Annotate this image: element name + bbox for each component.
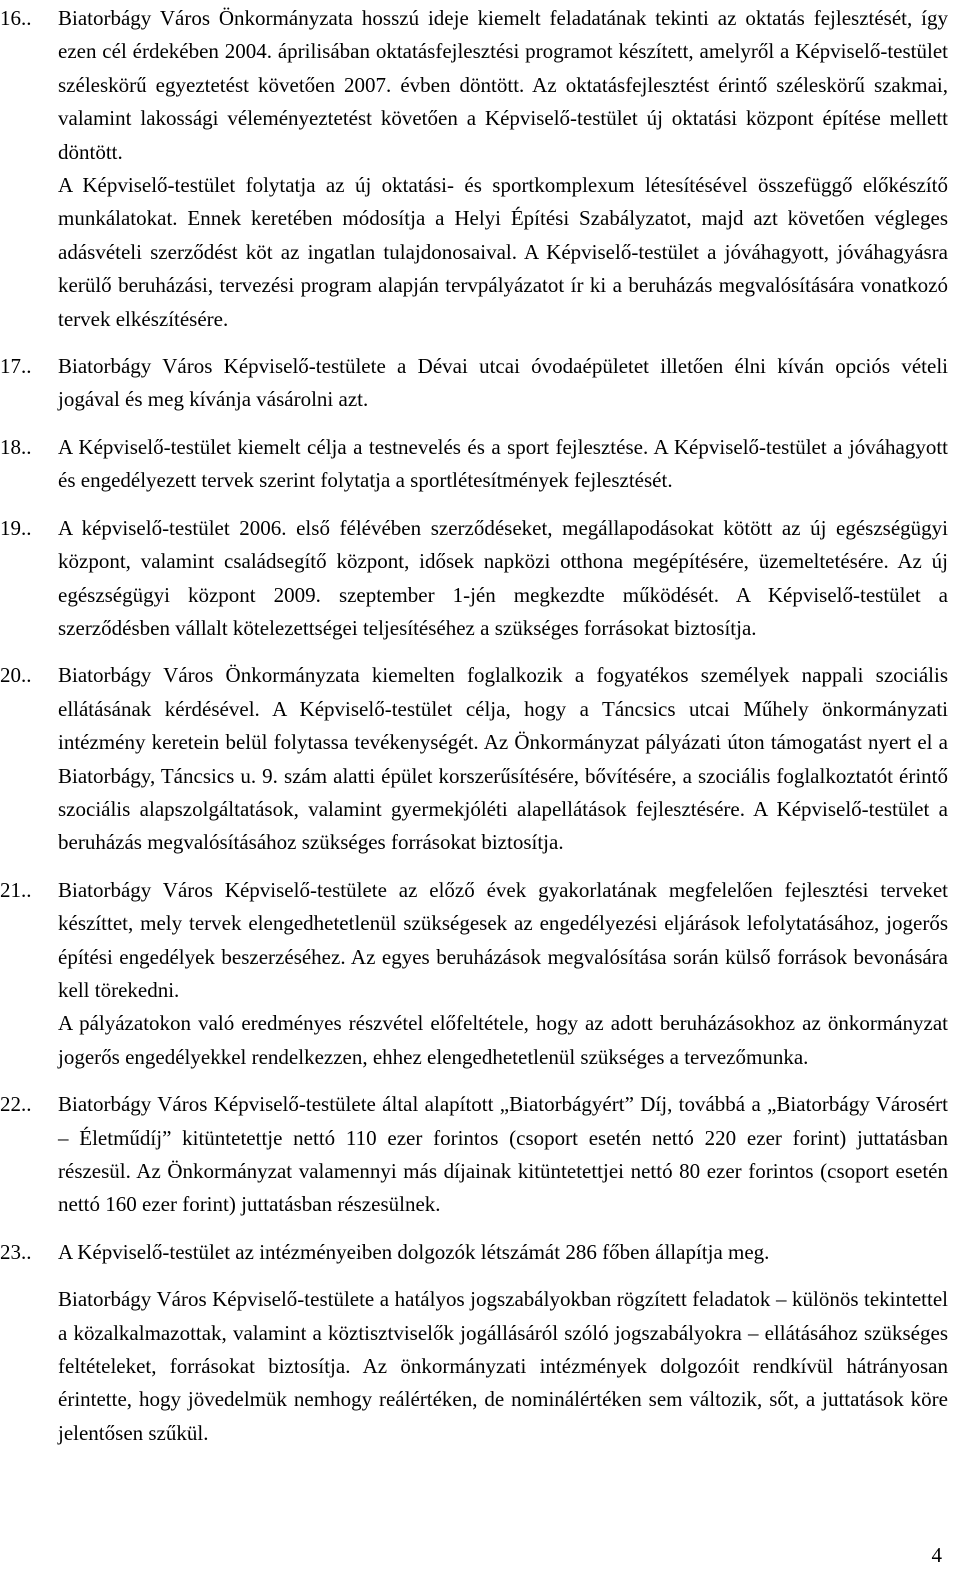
item-18: [0, 431, 948, 498]
item-number: 22..: [0, 1092, 32, 1117]
closing-paragraph: Biatorbágy Város Képviselő-testülete a hatályos jogszabályokban rögzített feladatok – különös tekintettel a közalkalmazottak, valamint a köztisztviselők jogállásáról szóló jogszabályokra – ellátásához szükséges feltételeket, forrásokat biztosítja. Az önkormányzati intézmények dolgozóit rendkívül hátrányosan érintette, hogy jövedelmük nemhogy reálértéken, de nominálértéken sem változik, sőt, a juttatások köre jelentősen szűkül.: [58, 1287, 948, 1445]
page-number: 4: [931, 1543, 942, 1567]
item-16-paragraph-2: A Képviselő-testület folytatja az új oktatási- és sportkomplexum létesítésével összefüggő előkészítő munkálatokat. Ennek keretében módosítja a Helyi Építési Szabályzatot, majd azt követően végleges adásvételi szerződést köt az ingatlan tulajdonosaival. A Képviselő-testület a jóváhagyott, jóváhagyásra kerülő beruházási, tervezési program alapján tervpályázatot ír ki a beruházás megvalósítására vonatkozó tervek elkészítésére.: [58, 173, 948, 331]
item-number: 21..: [0, 877, 32, 902]
item-22: [0, 1088, 948, 1222]
item-text: Biatorbágy Város Képviselő-testülete által alapított „Biatorbágyért” Díj, továbbá a „Biatorbágy Városért – Életműdíj” kitüntetettje nettó 110 ezer forintos (csoport esetén nettó 220 ezer forint) juttatásban részesül. Az Önkormányzat valamennyi más díjainak kitüntetettjei nettó 80 ezer forintos (csoport esetén nettó 160 ezer forint) juttatásban részesülnek.: [58, 1092, 948, 1217]
item-number: 17..: [0, 354, 32, 379]
item-21-paragraph-2: A pályázatokon való eredményes részvétel előfeltétele, hogy az adott beruházásokhoz az önkormányzat jogerős engedélyekkel rendelkezzen, ehhez elengedhetetlenül szükséges a tervezőmunka.: [58, 1011, 948, 1069]
item-number: 23..: [0, 1239, 32, 1264]
item-text: Biatorbágy Város Önkormányzata kiemelten foglalkozik a fogyatékos személyek nappali szociális ellátásának kérdésével. A Képviselő-testület célja, hogy a Táncsics utcai Műhely önkormányzati intézmény keretein belül folytassa tevékenységét. Az Önkormányzat pályázati úton támogatást nyert el a Biatorbágy, Táncsics u. 9. szám alatti épület korszerűsítésére, bővítésére, a szociális foglalkoztatót érintő szociális alapszolgáltatások, valamint gyermekjóléti alapellátások fejlesztésére. A Képviselő-testület a beruházás megvalósításához szükséges forrásokat biztosítja.: [58, 663, 948, 855]
item-text: A Képviselő-testület az intézményeiben dolgozók létszámát 286 főben állapítja meg.: [58, 1239, 770, 1264]
item-19: [0, 512, 948, 646]
item-text: Biatorbágy Város Képviselő-testülete az előző évek gyakorlatának megfelelően fejlesztési terveket készíttet, mely tervek elengedhetetlenül szükségesek az engedélyezési eljárások lefolytatásához, jogerős építési engedélyek beszerzéséhez. Az egyes beruházások megvalósítása során külső források bevonására kell törekedni.: [58, 877, 948, 1002]
item-text: Biatorbágy Város Önkormányzata hosszú ideje kiemelt feladatának tekinti az oktatás fejlesztését, így ezen cél érdekében 2004. áprilisában oktatásfejlesztési programot készített, amelyről a Képviselő-testület széleskörű egyeztetést követően 2007. évben döntött. Az oktatásfejlesztést érintő széleskörű szakmai, valamint lakossági véleményeztetést követően a Képviselő-testület új oktatási központ építése mellett döntött.: [58, 6, 948, 164]
item-16: [0, 2, 948, 169]
item-17: [0, 350, 948, 417]
item-text: A Képviselő-testület kiemelt célja a testnevelés és a sport fejlesztése. A Képviselő-testület a jóváhagyott és engedélyezett tervek szerint folytatja a sportlétesítmények fejlesztését.: [58, 434, 948, 493]
item-20: [0, 659, 948, 859]
item-number: 19..: [0, 515, 32, 540]
item-text: Biatorbágy Város Képviselő-testülete a Dévai utcai óvodaépületet illetően élni kíván opciós vételi jogával és meg kívánja vásárolni azt.: [58, 354, 948, 412]
item-text: A képviselő-testület 2006. első félévében szerződéseket, megállapodásokat kötött az új egészségügyi központ, valamint családsegítő központ, idősek napközi otthona megépítésére, üzemeltetésére. Az új egészségügyi központ 2009. szeptember 1-jén megkezdte működését. A Képviselő-testület a szerződésben vállalt kötelezettségei teljesítéséhez a szükséges forrásokat biztosítja.: [58, 515, 948, 640]
item-number: 20..: [0, 663, 32, 688]
item-23: [0, 1236, 948, 1269]
item-number: 16..: [0, 6, 32, 30]
item-21: [0, 874, 948, 1008]
item-number: 18..: [0, 434, 32, 459]
